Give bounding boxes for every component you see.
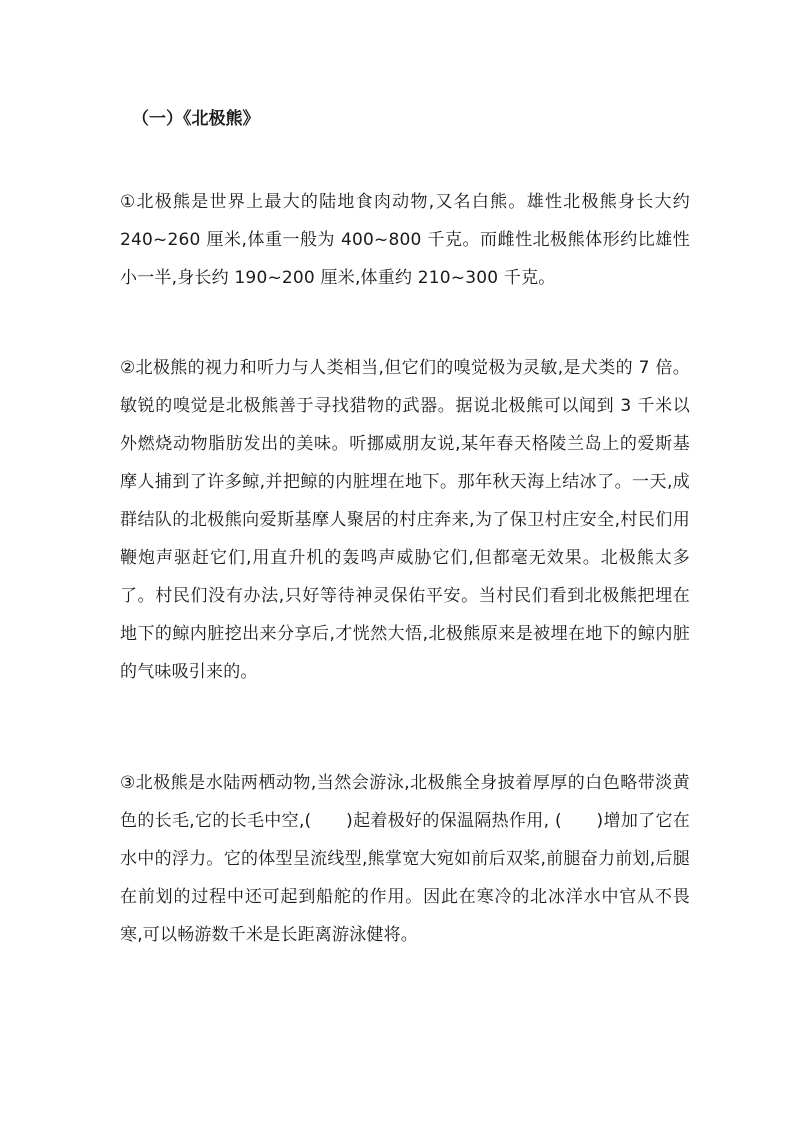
- paragraph-1: ①北极熊是世界上最大的陆地食肉动物,又名白熊。雄性北极熊身长大约 240~260 厘米,体重一般为 400~800 千克。而雌性北极熊体形约比雄性小一半,身长约 190~200 厘米,体重约 210~300 千克。: [120, 192, 690, 288]
- paragraph-2: ②北极熊的视力和听力与人类相当,但它们的嗅觉极为灵敏,是犬类的 7 倍。敏锐的嗅觉是北极熊善于寻找猎物的武器。据说北极熊可以闻到 3 千米以外燃烧动物脂肪发出的美味。听挪威朋友说,某年春天格陵兰岛上的爱斯基摩人捕到了许多鲸,并把鲸的内脏埋在地下。那年秋天海上结冰了。一天,成群结队的北极熊向爱斯基摩人聚居的村庄奔来,为了保卫村庄安全,村民们用鞭炮声驱赶它们,用直升机的轰鸣声威胁它们,但都毫无效果。北极熊太多了。村民们没有办法,只好等待神灵保佑平安。当村民们看到北极熊把埋在地下的鲸内脏挖出来分享后,才恍然大悟,北极熊原来是被埋在地下的鲸内脏的气味吸引来的。: [120, 358, 690, 682]
- paragraph-3: ③北极熊是水陆两栖动物,当然会游泳,北极熊全身披着厚厚的白色略带淡黄色的长毛,它的长毛中空,( )起着极好的保温隔热作用, ( )增加了它在水中的浮力。它的体型呈流线型,熊掌宽大宛如前后双桨,前腿奋力前划,后腿在前划的过程中还可起到船舵的作用。因此在寒冷的北冰洋水中官从不畏寒,可以畅游数千米是长距离游泳健将。: [120, 773, 690, 945]
- document-title: （一）《北极熊》: [132, 109, 260, 129]
